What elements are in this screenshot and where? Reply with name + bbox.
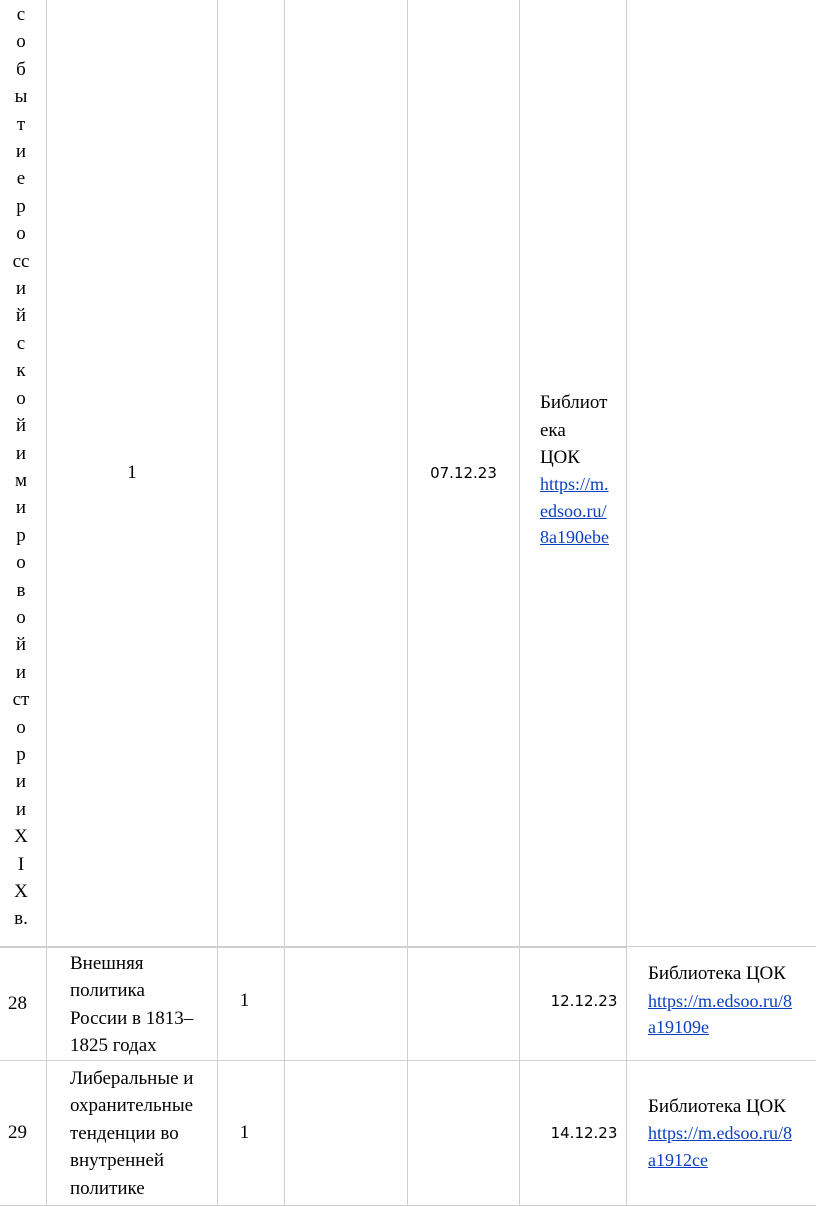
theme-vertical-text (0, 1, 43, 933)
theme-letter: ы (14, 86, 28, 108)
cell-practice (407, 1060, 520, 1206)
theme-letter: Х (14, 826, 28, 848)
theme-letter: и (15, 771, 27, 793)
resource-link[interactable]: https://m.edsoo.ru/8 a1912ce (648, 1123, 792, 1170)
cell-control (284, 1060, 408, 1206)
theme-letter: о (16, 387, 26, 409)
hours-value: 1 (127, 462, 137, 484)
theme-letter: в (16, 579, 26, 601)
row-number: 29 (8, 1122, 27, 1144)
row-number: 28 (8, 992, 27, 1014)
theme-letter: с (16, 4, 26, 25)
theme-letter: и (15, 141, 27, 163)
cell-resource (626, 1060, 816, 1206)
cell-date (407, 0, 520, 948)
cell-practice (284, 0, 408, 948)
theme-letter: й (15, 305, 27, 327)
cell-resource (519, 0, 627, 948)
theme-letter: о (16, 606, 26, 628)
theme-letter: и (15, 798, 27, 820)
theme-letter: Х (14, 881, 28, 902)
theme-letter: й (15, 415, 27, 437)
theme-letter: и (15, 661, 27, 683)
theme-letter: м (14, 469, 28, 491)
cell-hours: 1 (217, 1060, 285, 1206)
theme-letter: е (16, 168, 26, 190)
cell-date: 12.12.23 (519, 946, 627, 1061)
theme-letter: к (16, 360, 26, 382)
cell-resource (626, 946, 816, 1061)
theme-letter: и (15, 442, 27, 464)
cell-theme: Внешняя политика России в 1813– 1825 годах (46, 946, 218, 1061)
cell-number (0, 1060, 47, 1206)
theme-letter: о (16, 552, 26, 574)
theme-letter: о (16, 716, 26, 738)
theme-letter: и (15, 497, 27, 519)
theme-letter: т (16, 113, 26, 135)
date-value: 07.12.23 (430, 464, 497, 482)
theme-letter: с (16, 332, 26, 354)
theme-letter: б (16, 58, 26, 80)
resource-label: Библиот ека ЦОК (540, 392, 608, 468)
cell-number (0, 946, 47, 1061)
cell-hours (46, 0, 218, 948)
cell-control (284, 946, 408, 1061)
cell-theme-vertical (0, 0, 47, 948)
cell-theme: Либеральные и охранительные тенденции во внутренней политике (46, 1060, 218, 1206)
cell-date: 14.12.23 (519, 1060, 627, 1206)
theme-letter: р (16, 195, 26, 217)
theme-letter: и (15, 278, 27, 300)
cell-practice (407, 946, 520, 1061)
cell-control (217, 0, 285, 948)
theme-letter: р (16, 524, 26, 546)
theme-letter: I (17, 853, 25, 875)
theme-letter: о (16, 223, 26, 245)
theme-letter: в. (14, 908, 28, 930)
theme-letter: о (16, 31, 26, 53)
resource-link[interactable]: https://m.edsoo.ru/8 a19109e (648, 990, 792, 1038)
resource-label: Библиотека ЦОК (648, 963, 786, 985)
resource-link[interactable]: https://m. edsoo.ru/ 8a190ebe (540, 474, 609, 548)
theme-letter: й (15, 634, 27, 656)
theme-letter: р (16, 743, 26, 765)
theme-letter: сс (12, 250, 30, 272)
resource-label: Библиотека ЦОК (648, 1095, 786, 1117)
cell-hours: 1 (217, 946, 285, 1061)
theme-letter: ст (12, 689, 30, 711)
